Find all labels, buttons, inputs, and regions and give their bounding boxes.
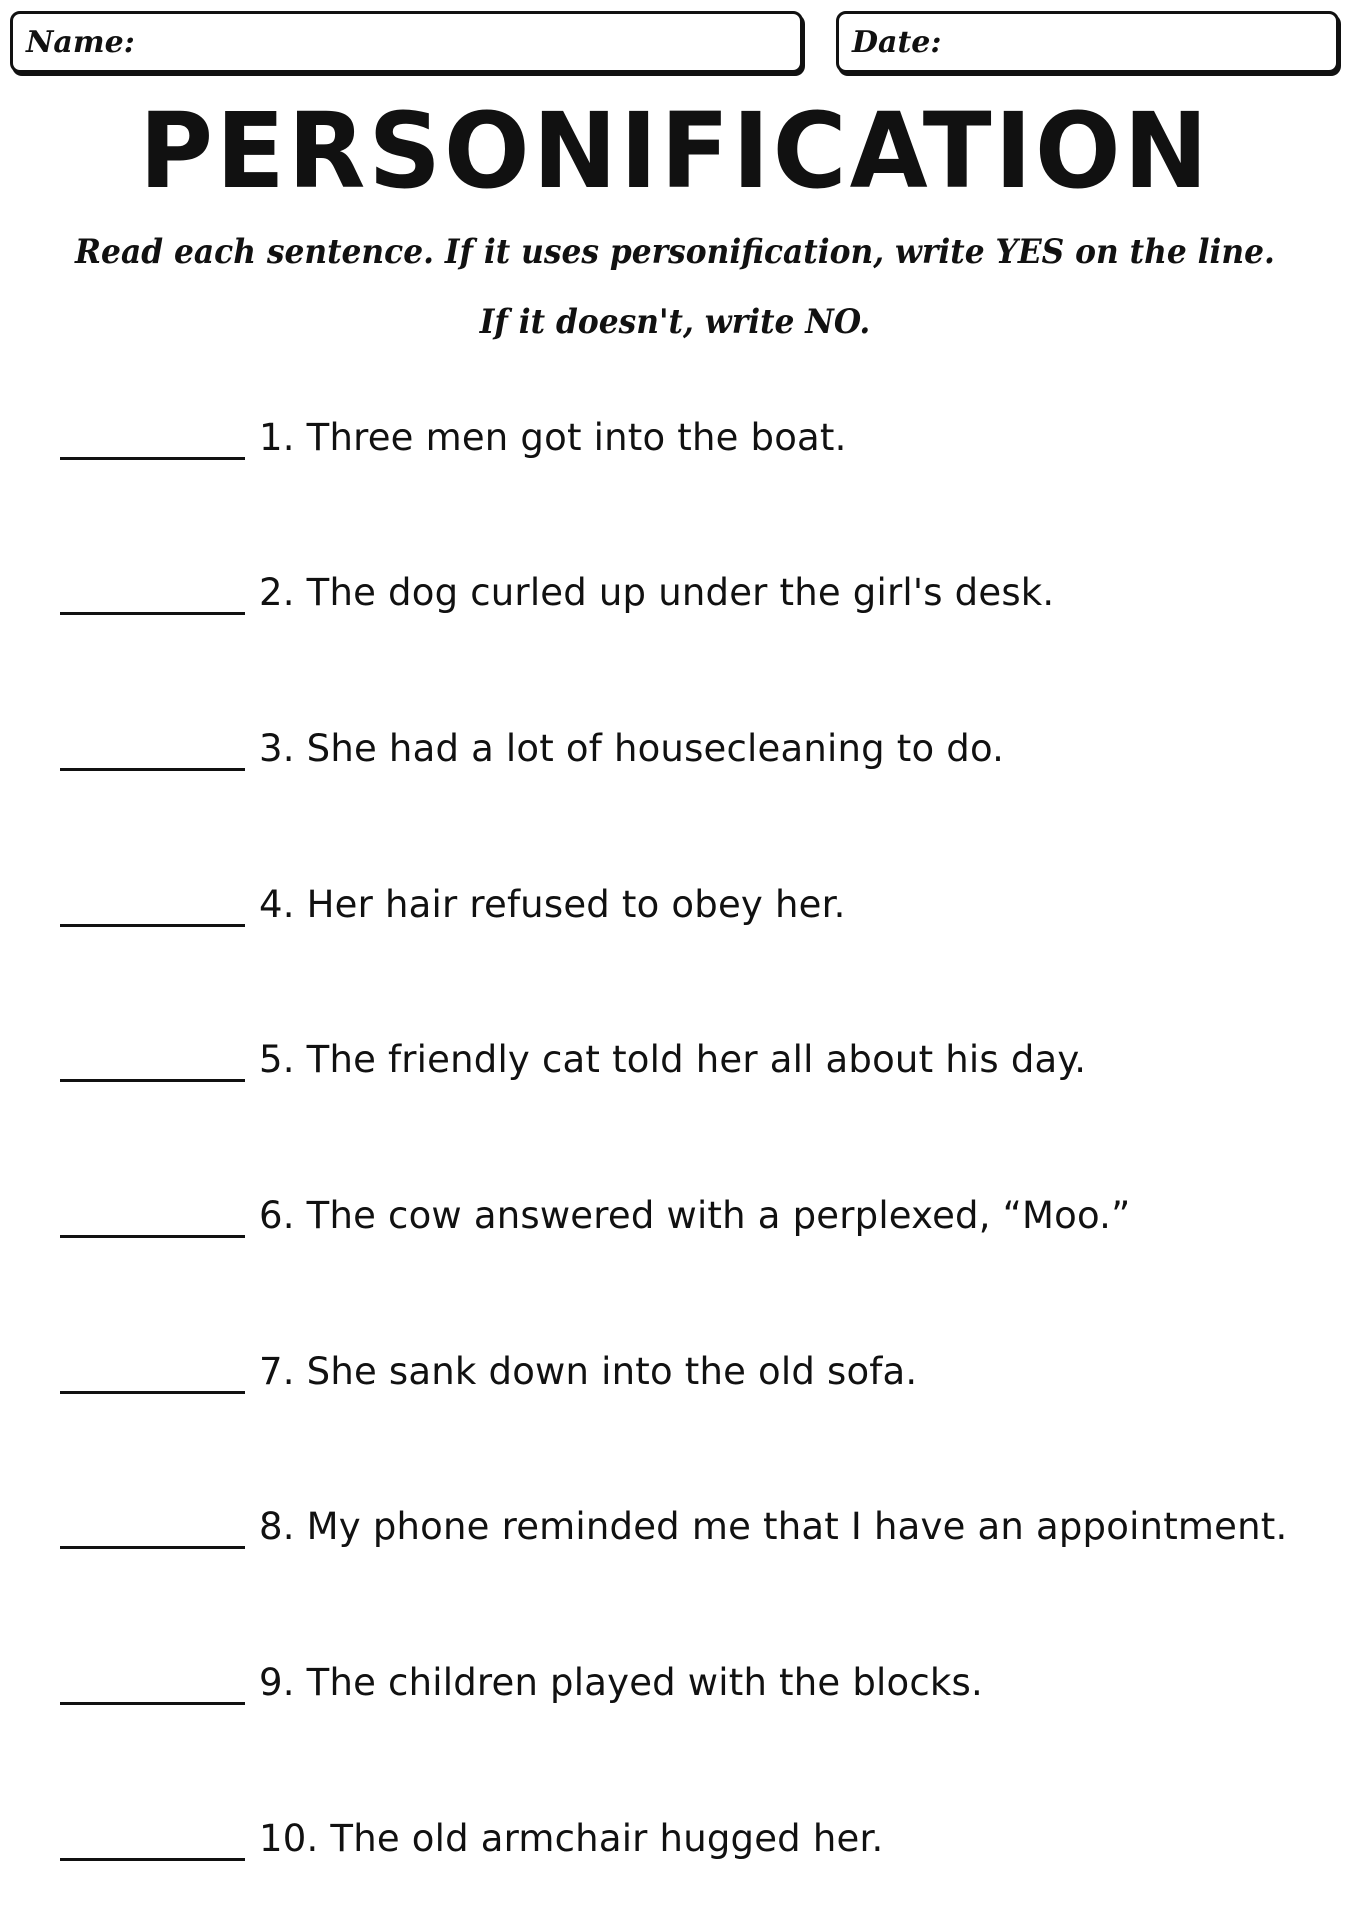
question-item (60, 1504, 1340, 1554)
question-text: 1. Three men got into the boat. (259, 416, 847, 459)
answer-blank[interactable] (60, 1702, 245, 1705)
question-text: 9. The children played with the blocks. (259, 1661, 983, 1704)
answer-blank[interactable] (60, 1391, 245, 1394)
question-text: 6. The cow answered with a perplexed, “Moo.” (259, 1194, 1131, 1237)
answer-blank[interactable] (60, 924, 245, 927)
answer-blank[interactable] (60, 612, 245, 615)
page-title: PERSONIFICATION (139, 90, 1211, 212)
question-text: 4. Her hair refused to obey her. (259, 883, 846, 926)
question-item (60, 1660, 1340, 1710)
answer-blank[interactable] (60, 768, 245, 771)
question-item (60, 1037, 1340, 1087)
question-item (60, 726, 1340, 776)
answer-blank[interactable] (60, 1235, 245, 1238)
answer-blank[interactable] (60, 1079, 245, 1082)
name-label: Name: (26, 25, 135, 60)
question-item (60, 570, 1340, 620)
answer-blank[interactable] (60, 1546, 245, 1549)
question-text: 5. The friendly cat told her all about his day. (259, 1038, 1087, 1081)
question-item (60, 1816, 1340, 1866)
instructions-line-2: If it doesn't, write NO. (479, 302, 871, 342)
question-text: 7. She sank down into the old sofa. (259, 1350, 918, 1393)
question-text: 8. My phone reminded me that I have an appointment. (259, 1505, 1288, 1548)
answer-blank[interactable] (60, 457, 245, 460)
question-item (60, 415, 1340, 465)
question-text: 10. The old armchair hugged her. (259, 1817, 884, 1860)
instructions-line-1: Read each sentence. If it uses personification, write YES on the line. (75, 232, 1275, 272)
question-item (60, 1193, 1340, 1243)
date-label: Date: (852, 25, 942, 60)
question-text: 3. She had a lot of housecleaning to do. (259, 727, 1005, 770)
name-field[interactable] (10, 11, 803, 73)
question-text: 2. The dog curled up under the girl's desk. (259, 571, 1055, 614)
answer-blank[interactable] (60, 1858, 245, 1861)
question-item (60, 1349, 1340, 1399)
question-item (60, 882, 1340, 932)
date-field[interactable] (836, 11, 1339, 73)
